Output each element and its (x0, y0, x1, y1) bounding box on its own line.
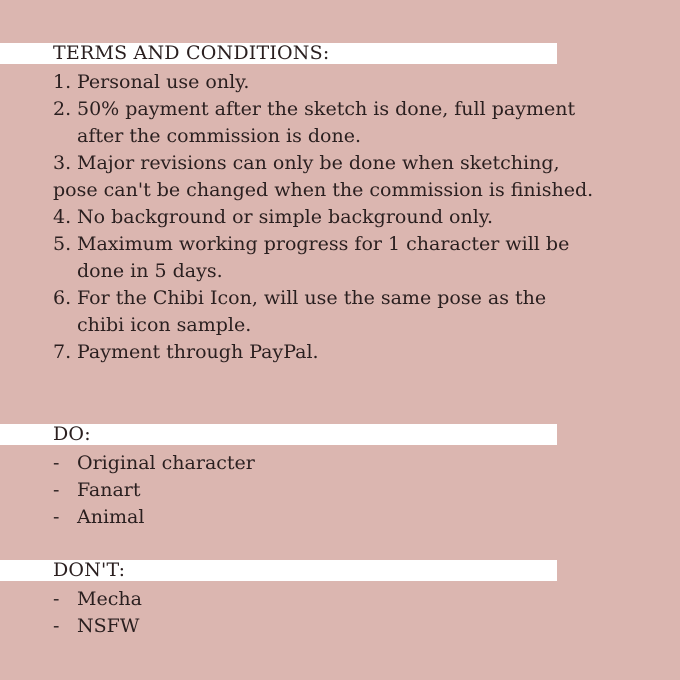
dont-item-text: NSFW (77, 615, 140, 637)
do-item-text: Original character (77, 452, 255, 474)
terms-item-text-continued: done in 5 days. (77, 260, 223, 282)
terms-item-text: Personal use only. (77, 71, 250, 93)
terms-item-text-continued: pose can't be changed when the commission is finished. (53, 179, 594, 201)
terms-item-text: Payment through PayPal. (77, 341, 319, 363)
terms-item-number: 7. (53, 341, 72, 363)
do-item-text: Fanart (77, 479, 141, 501)
dont-heading-bar (0, 560, 557, 581)
terms-item-number: 1. (53, 71, 72, 93)
terms-heading: TERMS AND CONDITIONS: (53, 42, 330, 64)
terms-item-number: 6. (53, 287, 72, 309)
terms-item-text-continued: chibi icon sample. (77, 314, 252, 336)
bullet-dash: - (53, 615, 60, 637)
terms-item-text: 50% payment after the sketch is done, full payment (77, 98, 576, 120)
bullet-dash: - (53, 452, 60, 474)
do-heading: DO: (53, 423, 91, 445)
terms-item-number: 4. (53, 206, 72, 228)
terms-item-text-continued: after the commission is done. (77, 125, 361, 147)
terms-item-text: No background or simple background only. (77, 206, 494, 228)
bullet-dash: - (53, 506, 60, 528)
do-item-text: Animal (77, 506, 145, 528)
do-heading-bar (0, 424, 557, 445)
terms-item-number: 5. (53, 233, 72, 255)
terms-item-text: For the Chibi Icon, will use the same pose as the (77, 287, 547, 309)
terms-item-number: 3. (53, 152, 72, 174)
terms-item-text: Maximum working progress for 1 character will be (77, 233, 570, 255)
terms-item-number: 2. (53, 98, 72, 120)
dont-item-text: Mecha (77, 588, 142, 610)
dont-heading: DON'T: (53, 559, 126, 581)
bullet-dash: - (53, 588, 60, 610)
bullet-dash: - (53, 479, 60, 501)
terms-item-text: Major revisions can only be done when sketching, (77, 152, 560, 174)
terms-heading-bar (0, 43, 557, 64)
